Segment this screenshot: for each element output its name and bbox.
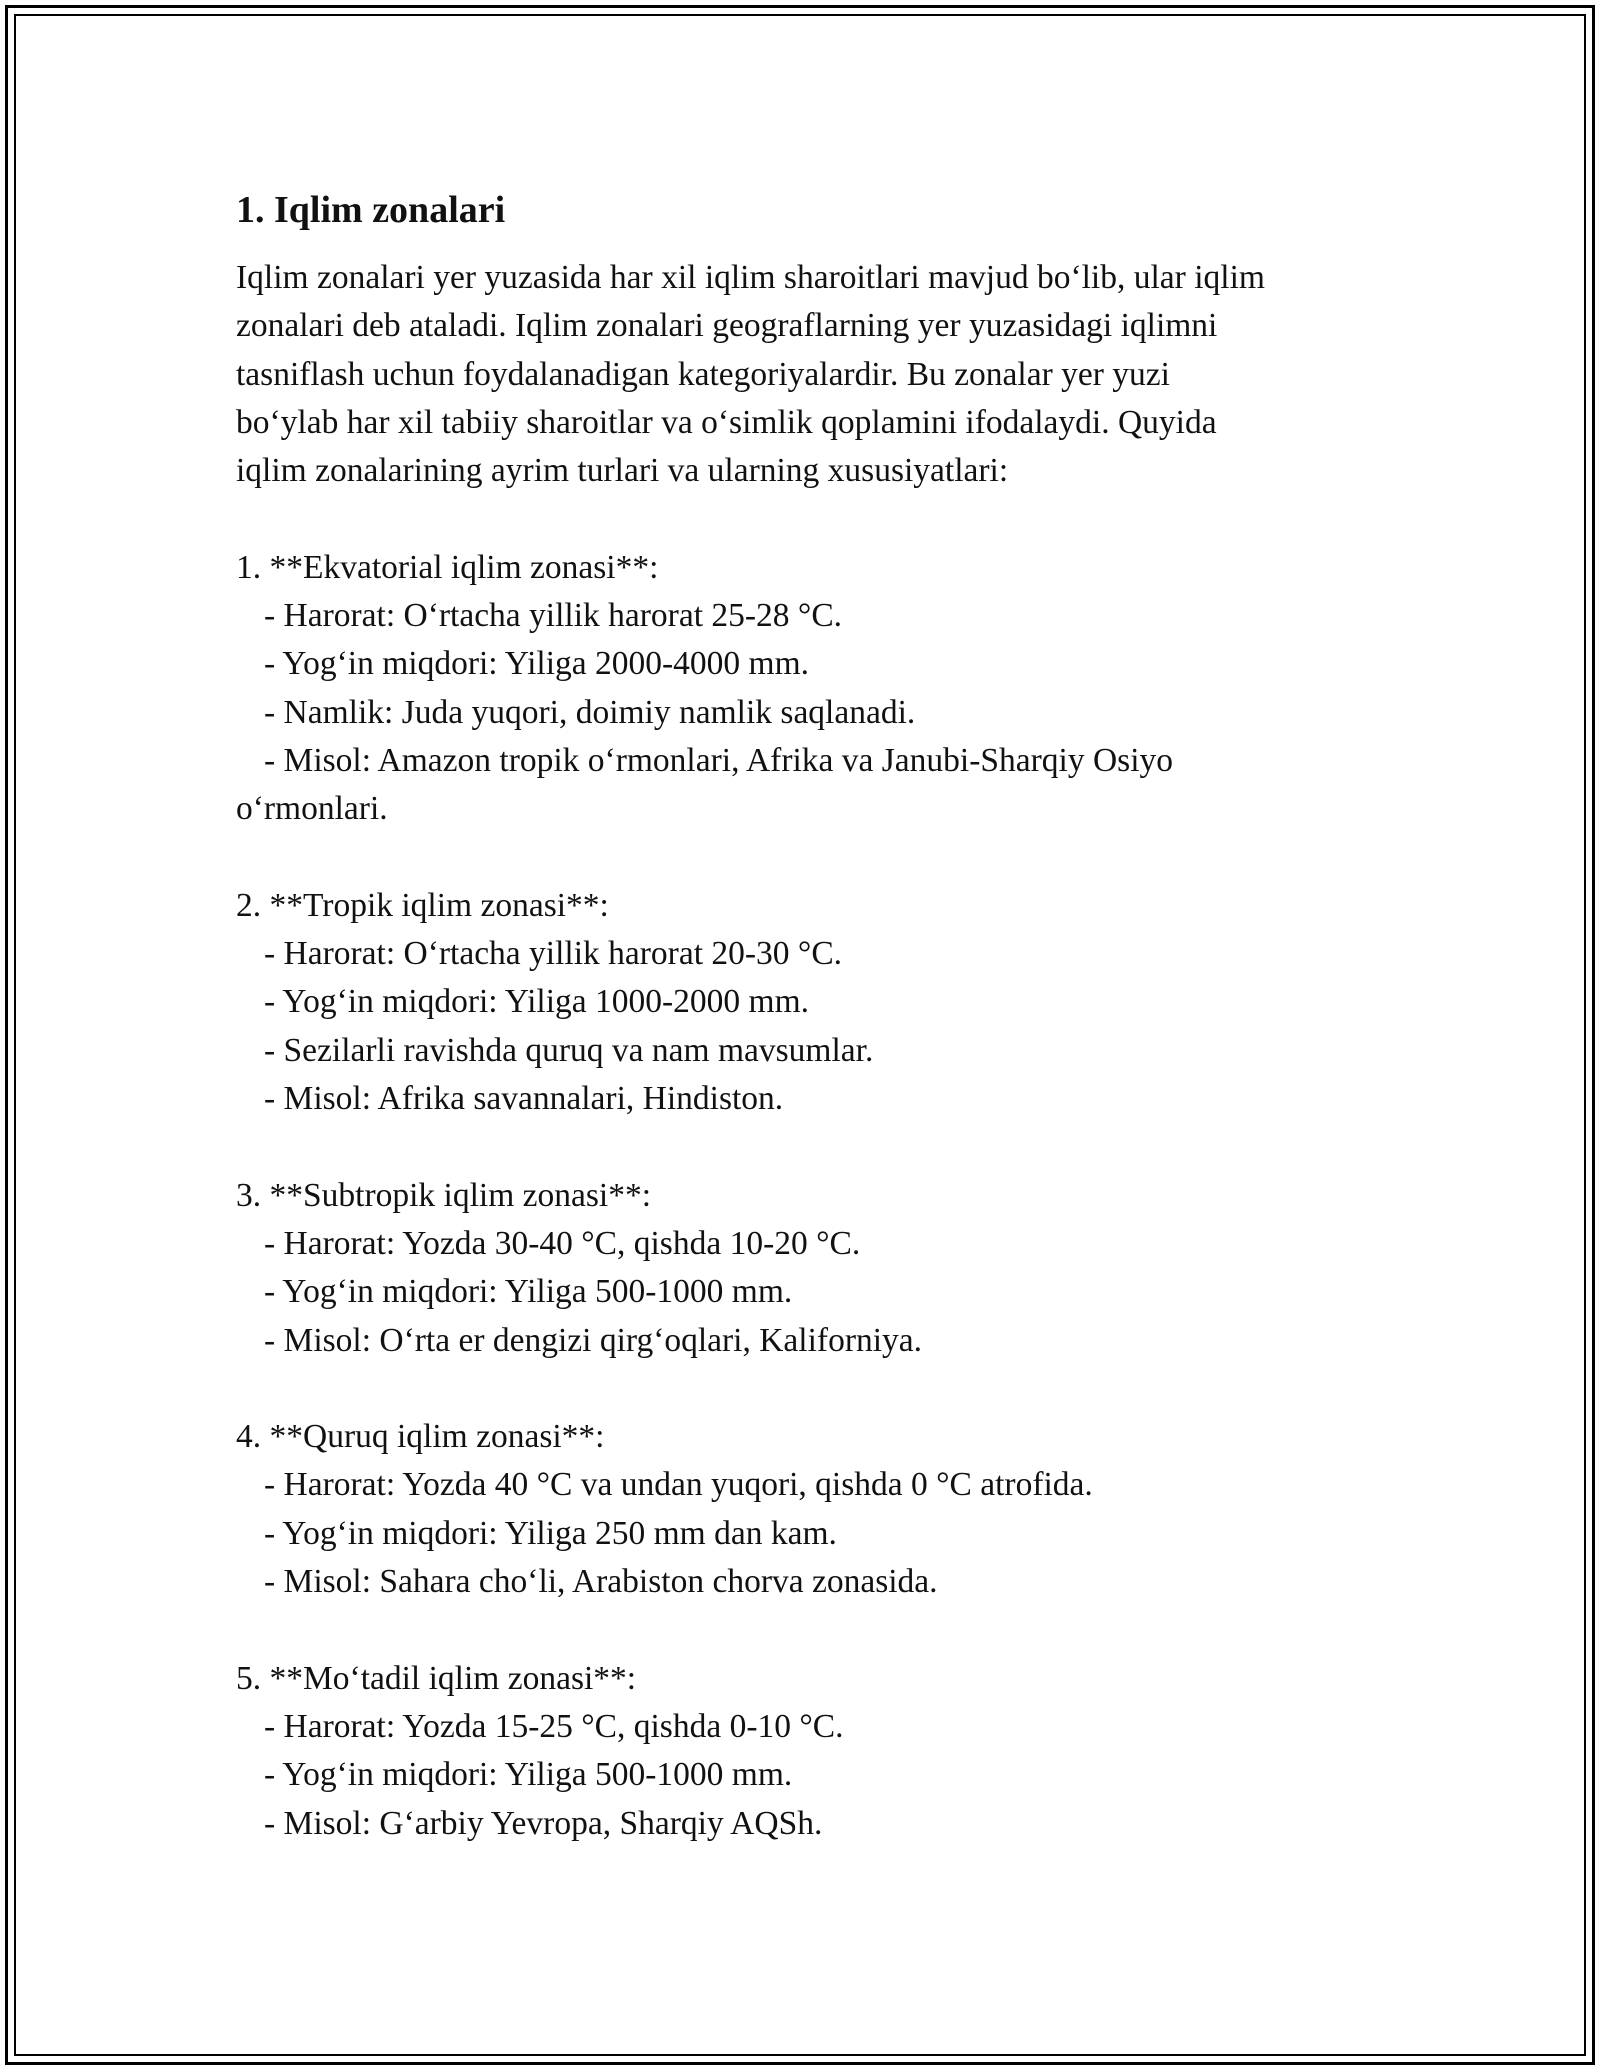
zone-block-tropical <box>236 882 1386 1123</box>
spacer <box>236 1365 1386 1413</box>
spacer <box>236 1606 1386 1654</box>
zone-block-temperate <box>236 1655 1386 1848</box>
zone-item: - Yog‘in miqdori: Yiliga 500-1000 mm. <box>264 1756 793 1794</box>
zone-title: 1. **Ekvatorial iqlim zonasi**: <box>236 548 659 586</box>
zone-item: - Misol: Amazon tropik o‘rmonlari, Afrika va Janubi-Sharqiy Osiyo <box>264 741 1174 779</box>
zone-item: - Harorat: Yozda 40 °C va undan yuqori, qishda 0 °C atrofida. <box>264 1466 1093 1504</box>
intro-line: zonalari deb ataladi. Iqlim zonalari geograflarning yer yuzasidagi iqlimni <box>236 307 1218 345</box>
zone-item: - Yog‘in miqdori: Yiliga 1000-2000 mm. <box>264 983 810 1021</box>
zone-block-equatorial <box>236 544 1386 834</box>
document-body <box>236 186 1386 1848</box>
zone-item: - Harorat: O‘rtacha yillik harorat 20-30 °C. <box>264 935 843 973</box>
zone-item: - Yog‘in miqdori: Yiliga 2000-4000 mm. <box>264 645 810 683</box>
intro-line: iqlim zonalarining ayrim turlari va ularning xususiyatlari: <box>236 452 1009 490</box>
zone-item: - Misol: Afrika savannalari, Hindiston. <box>264 1080 784 1118</box>
zone-item-continuation: o‘rmonlari. <box>236 790 388 828</box>
zone-item: - Misol: G‘arbiy Yevropa, Sharqiy AQSh. <box>264 1804 823 1842</box>
zone-item: - Misol: Sahara cho‘li, Arabiston chorva zonasida. <box>264 1563 938 1601</box>
zone-item: - Yog‘in miqdori: Yiliga 250 mm dan kam. <box>264 1514 837 1552</box>
zone-item: - Yog‘in miqdori: Yiliga 500-1000 mm. <box>264 1273 793 1311</box>
intro-line: Iqlim zonalari yer yuzasida har xil iqlim sharoitlari mavjud bo‘lib, ular iqlim <box>236 259 1265 296</box>
spacer <box>236 495 1386 543</box>
zone-title: 2. **Tropik iqlim zonasi**: <box>236 886 609 924</box>
intro-line: bo‘ylab har xil tabiiy sharoitlar va o‘simlik qoplamini ifodalaydi. Quyida <box>236 403 1217 441</box>
zone-block-arid <box>236 1413 1386 1606</box>
spacer <box>236 834 1386 882</box>
zone-title: 4. **Quruq iqlim zonasi**: <box>236 1418 605 1456</box>
intro-paragraph <box>236 254 1386 495</box>
zone-item: - Harorat: Yozda 15-25 °C, qishda 0-10 °C. <box>264 1707 844 1745</box>
zone-item: - Harorat: O‘rtacha yillik harorat 25-28 °C. <box>264 597 843 635</box>
zone-item: - Sezilarli ravishda quruq va nam mavsumlar. <box>264 1031 874 1069</box>
zone-item: - Misol: O‘rta er dengizi qirg‘oqlari, Kaliforniya. <box>264 1321 923 1359</box>
zone-title: 3. **Subtropik iqlim zonasi**: <box>236 1176 652 1214</box>
intro-line: tasniflash uchun foydalanadigan kategoriyalardir. Bu zonalar yer yuzi <box>236 355 1170 393</box>
zone-item: - Namlik: Juda yuqori, doimiy namlik saqlanadi. <box>264 693 916 731</box>
zone-title: 5. **Mo‘tadil iqlim zonasi**: <box>236 1659 637 1697</box>
section-heading: 1. Iqlim zonalari <box>236 189 506 231</box>
zone-item: - Harorat: Yozda 30-40 °C, qishda 10-20 °C. <box>264 1224 861 1262</box>
zone-block-subtropical <box>236 1172 1386 1365</box>
spacer <box>236 1123 1386 1171</box>
